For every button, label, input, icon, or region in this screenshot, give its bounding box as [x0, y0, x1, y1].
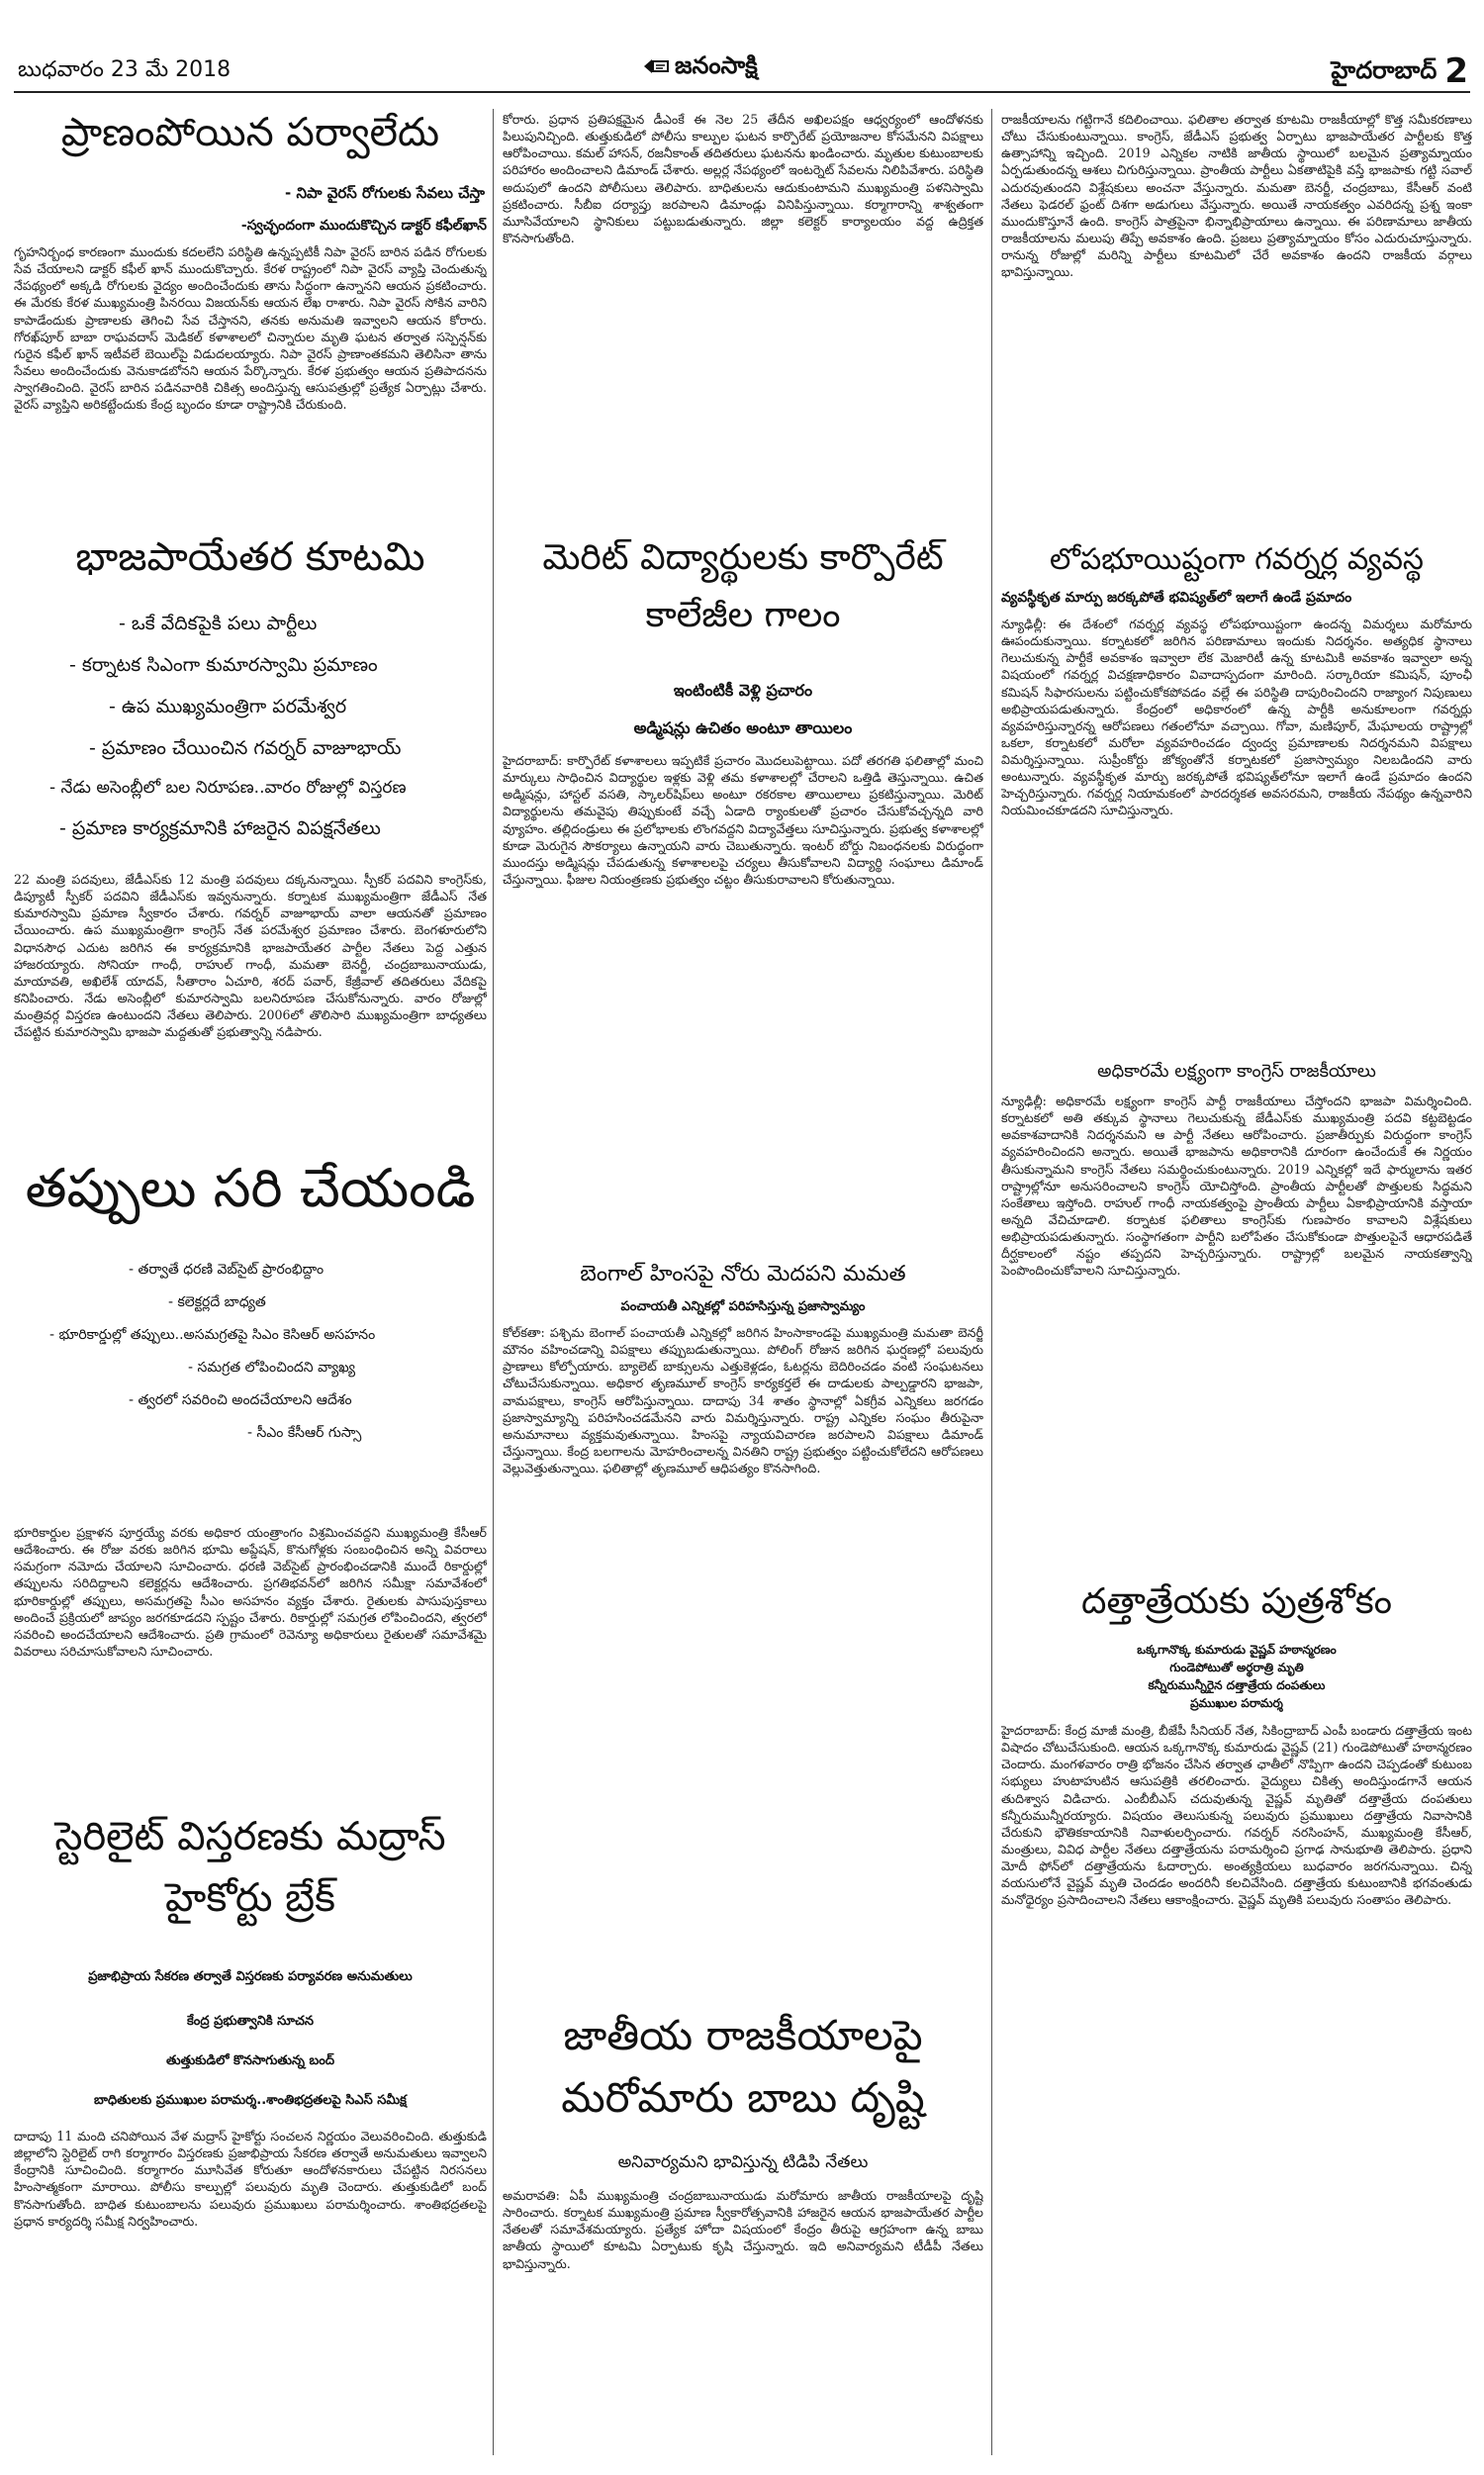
masthead-rule	[14, 91, 1470, 93]
newspaper-brand[interactable]	[643, 51, 758, 85]
article-subhead: గుండెపోటుతో అర్థరాత్రి మృతి	[1169, 1661, 1304, 1674]
page-edition	[1331, 51, 1468, 91]
article-body: హైదరాబాద్: కేంద్ర మాజీ మంత్రి, బీజేపీ సీనియర్ నేత, సికింద్రాబాద్ ఎంపీ బండారు దత్తాత్రేయ ఇంట విషాదం చోటుచేసుకుంది. ఆయన ఒక్కగానొక్క కుమారుడు వైష్ణవ్ (21) గుండెపోటుతో హఠాన్మరణం చెందారు. మంగళవారం రాత్రి భోజనం చేసిన తర్వాత ఛాతీలో నొప్పిగా ఉందని చెప్పడంతో కుటుంబ సభ్యులు హుటాహుటిన ఆసుపత్రికి తరలించారు. వైద్యులు చికిత్స అందిస్తుండగానే ఆయన తుదిశ్వాస విడిచారు. ఎంబీబీఎస్ చదువుతున్న వైష్ణవ్ మృతితో దత్తాత్రేయ దంపతులు కన్నీరుమున్నీరయ్యారు. విషయం తెలుసుకున్న పలువురు ప్రముఖులు దత్తాత్రేయ నివాసానికి చేరుకుని భౌతికకాయానికి నివాళులర్పించారు. గవర్నర్ నరసింహన్, ముఖ్యమంత్రి కేసీఆర్, మంత్రులు, వివిధ పార్టీల నేతలు దత్తాత్రేయను పరామర్శించి ప్రగాఢ సానుభూతి తెలిపారు. ప్రధాని మోదీ ఫోన్‌లో దత్తాత్రేయను ఓదార్చారు. అంత్యక్రియలు బుధవారం జరగనున్నాయి. చిన్న వయసులోనే వైష్ణవ్ మృతి చెందడం అందరినీ కలచివేసింది. దత్తాత్రేయ కుటుంబానికి భగవంతుడు మనోధైర్యం ప్రసాదించాలని నేతలు ఆకాంక్షించారు. వైష్ణవ్ మృతికి పలువురు సంతాపం తెలిపారు.	[1001, 1723, 1472, 1908]
article-subhead: ప్రజాభిప్రాయ సేకరణ తర్వాతే విస్తరణకు పర్యావరణ అనుమతులు	[88, 1969, 413, 1984]
highlight-item: - ఉప ముఖ్యమంత్రిగా పరమేశ్వర	[109, 695, 347, 717]
article-headline: జాతీయ రాజకీయాలపై మరోమారు బాబు దృష్టి	[561, 2011, 925, 2122]
issue-date: బుధవారం 23 మే 2018	[18, 57, 232, 82]
article-byline: -స్వచ్ఛందంగా ముందుకొచ్చిన డాక్టర్ కఫీల్‌ఖాన్	[240, 218, 487, 234]
article-subhead: వ్యవస్థీకృత మార్పు జరక్కపోతే భవిష్యత్‌లో ఇలాగే ఉండే ప్రమాదం	[1001, 590, 1352, 606]
brand-logo-icon	[643, 56, 669, 76]
article-highlights	[30, 1262, 493, 1459]
article-headline: లోపభూయిష్టంగా గవర్నర్ల వ్యవస్థ	[1050, 542, 1424, 577]
page-number: 2	[1444, 51, 1468, 91]
highlight-item: - తర్వాతే ధరణి వెబ్‌సైట్ ప్రారంభిద్దాం	[129, 1262, 325, 1278]
article-body: న్యూఢిల్లీ: ఈ దేశంలో గవర్నర్ల వ్యవస్థ లోపభూయిష్టంగా ఉందన్న విమర్శలు మరోమారు ఊపందుకున్నాయి. కర్నాటకలో జరిగిన పరిణామాలు ఇందుకు నిదర్శనం. అత్యధిక స్థానాలు గెలుచుకున్న పార్టీకే అవకాశం ఇవ్వాలా లేక మెజారిటీ ఉన్న కూటమికి అవకాశం ఇవ్వాలా అన్న విషయంలో గవర్నర్ల విచక్షణాధికారం వివాదాస్పదంగా మారింది. సర్కారియా కమిషన్, పూంఛీ కమిషన్ సిఫారసులను పట్టించుకోకపోవడం వల్లే ఈ పరిస్థితి దాపురించిందని రాజ్యాంగ నిపుణులు అభిప్రాయపడుతున్నారు. కేంద్రంలో అధికారంలో ఉన్న పార్టీకి అనుకూలంగా గవర్నర్లు వ్యవహరిస్తున్నారన్న ఆరోపణలు గతంలోనూ వచ్చాయి. గోవా, మణిపూర్, మేఘాలయ రాష్ట్రాల్లో ఒకలా, కర్నాటకలో మరోలా వ్యవహరించడం ద్వంద్వ ప్రమాణాలకు నిదర్శనమని విపక్షాలు విమర్శిస్తున్నాయి. సుప్రీంకోర్టు జోక్యంతోనే కర్నాటకలో ప్రజాస్వామ్యం నిలబడిందని వారు అంటున్నారు. వ్యవస్థీకృత మార్పు జరక్కపోతే భవిష్యత్‌లోనూ ఇలాగే ఉండే ప్రమాదం ఉందని హెచ్చరిస్తున్నారు. గవర్నర్ల నియామకంలో పారదర్శకత అవసరమని, రాజకీయ నేపథ్యం ఉన్నవారిని నియమించకూడదని సూచిస్తున్నారు.	[1001, 617, 1472, 818]
highlight-item: - కర్నాటక సిఎంగా కుమారస్వామి ప్రమాణం	[69, 653, 378, 676]
highlight-item: - సమగ్రత లోపించిందని వ్యాఖ్య	[188, 1360, 355, 1377]
article-continuation: రాజకీయాలను గట్టిగానే కదిలించాయి. ఫలితాల తర్వాత కూటమి రాజకీయాల్లో కొత్త సమీకరణాలు చోటు చేసుకుంటున్నాయి. కాంగ్రెస్, జేడీఎస్ ప్రభుత్వ ఏర్పాటు భాజపాయేతర పార్టీలకు కొత్త ఉత్సాహాన్ని ఇచ్చింది. 2019 ఎన్నికల నాటికి జాతీయ స్థాయిలో బలమైన ప్రత్యామ్నాయం ఏర్పడుతుందన్న ఆశలు చిగురిస్తున్నాయి. ప్రాంతీయ పార్టీలు ఏకతాటిపైకి వస్తే భాజపాకు గట్టి సవాల్ ఎదురవుతుందని విశ్లేషకులు అంచనా వేస్తున్నారు. మమతా బెనర్జీ, చంద్రబాబు, కేసీఆర్ వంటి నేతలు ఫెడరల్ ఫ్రంట్ దిశగా అడుగులు వేస్తున్నారు. అయితే నాయకత్వం ఎవరిదన్న ప్రశ్న ఇంకా ముందుకొస్తూనే ఉంది. కాంగ్రెస్ పాత్రపైనా భిన్నాభిప్రాయాలు ఉన్నాయి. ఈ పరిణామాలు జాతీయ రాజకీయాలను మలుపు తిప్పే అవకాశం ఉంది. ప్రజలు ప్రత్యామ్నాయం కోసం ఎదురుచూస్తున్నారు. రానున్న రోజుల్లో మరిన్ని పార్టీలు కూటమిలో చేరే అవకాశం ఉందని రాజకీయ వర్గాలు భావిస్తున్నాయి.	[1001, 112, 1472, 280]
article-highlights	[49, 614, 493, 850]
article-body: గృహనిర్బంధ కారణంగా ముందుకు కదలలేని పరిస్థితి ఉన్నప్పటికీ నిపా వైరస్ బారిన పడిన రోగులకు సేవ చేయాలని డాక్టర్ కఫీల్ ఖాన్ ముందుకొచ్చారు. కేరళ రాష్ట్రంలో నిపా వైరస్ వ్యాప్తి చెందుతున్న నేపథ్యంలో అక్కడి రోగులకు వైద్యం అందించేందుకు తాను సిద్ధంగా ఉన్నానని ఆయన ప్రకటించారు. ఈ మేరకు కేరళ ముఖ్యమంత్రి పినరయి విజయన్‌కు ఆయన లేఖ రాశారు. నిపా వైరస్ సోకిన వారిని కాపాడేందుకు ప్రాణాలకు తెగించి సేవ చేస్తానని, తనకు అనుమతి ఇవ్వాలని ఆయన కోరారు. గోరఖ్‌పూర్ బాబా రాఘవదాస్ మెడికల్ కళాశాలలో చిన్నారుల మృతి ఘటన తర్వాత సస్పెన్షన్‌కు గురైన కఫీల్ ఖాన్ ఇటీవలే బెయిల్‌పై విడుదలయ్యారు. నిపా వైరస్ ప్రాణాంతకమని తెలిసినా తాను సేవలు అందించేందుకు వెనుకాడబోనని ఆయన పేర్కొన్నారు. కేరళ ప్రభుత్వం ఆయన ప్రతిపాదనను స్వాగతించింది. వైరస్ బారిన పడినవారికి చికిత్స అందిస్తున్న ఆసుపత్రుల్లో ప్రత్యేక ఏర్పాట్లు చేశారు. వైరస్ వ్యాప్తిని అరికట్టేందుకు కేంద్ర బృందం కూడా రాష్ట్రానికి చేరుకుంది.	[14, 244, 487, 413]
article-headline: బెంగాల్ హింసపై నోరు మెదపని మమత	[580, 1262, 906, 1286]
edition-city: హైదరాబాద్	[1331, 56, 1438, 84]
article-subhead: పంచాయతీ ఎన్నికల్లో పరిహసిస్తున్న ప్రజాస్వామ్యం	[620, 1299, 866, 1314]
article-body: కోల్‌కతా: పశ్చిమ బెంగాల్ పంచాయతీ ఎన్నికల్లో జరిగిన హింసాకాండపై ముఖ్యమంత్రి మమతా బెనర్జీ మౌనం వహించడాన్ని విపక్షాలు తప్పుబడుతున్నాయి. పోలింగ్ రోజున జరిగిన ఘర్షణల్లో పలువురు ప్రాణాలు కోల్పోయారు. బ్యాలెట్ బాక్సులను ఎత్తుకెళ్లడం, ఓటర్లను బెదిరించడం వంటి సంఘటనలు చోటుచేసుకున్నాయి. అధికార తృణమూల్ కాంగ్రెస్ కార్యకర్తలే ఈ దాడులకు పాల్పడ్డారని భాజపా, వామపక్షాలు, కాంగ్రెస్ ఆరోపిస్తున్నాయి. దాదాపు 34 శాతం స్థానాల్లో ఏకగ్రీవ ఎన్నికలు జరగడం ప్రజాస్వామ్యాన్ని పరిహసించడమేనని వారు విమర్శిస్తున్నారు. రాష్ట్ర ఎన్నికల సంఘం తీరుపైనా అనుమానాలు వ్యక్తమవుతున్నాయి. హింసపై న్యాయవిచారణ జరపాలని విపక్షాలు డిమాండ్ చేస్తున్నాయి. కేంద్ర బలగాలను మోహరించాలన్న వినతిని రాష్ట్ర ప్రభుత్వం పట్టించుకోలేదని ఆరోపణలు వెల్లువెత్తుతున్నాయి. ఫలితాల్లో తృణమూల్ ఆధిపత్యం కొనసాగింది.	[503, 1325, 983, 1475]
highlight-item: - ఒకే వేదికపైకి పలు పార్టీలు	[119, 613, 318, 634]
article-body: భూరికార్డుల ప్రక్షాళన పూర్తయ్యే వరకు అధికార యంత్రాంగం విశ్రమించవద్దని ముఖ్యమంత్రి కేసీఆర్ ఆదేశించారు. ఈ రోజు వరకు జరిగిన భూమి అప్డేషన్, కొనుగోళ్లకు సంబంధించిన అన్ని వివరాలు సమగ్రంగా నమోదు చేయాలని సూచించారు. ధరణి వెబ్‌సైట్ ప్రారంభించడానికి ముందే రికార్డుల్లో తప్పులను సరిదిద్దాలని కలెక్టర్లను ఆదేశించారు. ప్రగతిభవన్‌లో జరిగిన సమీక్షా సమావేశంలో భూరికార్డుల్లో తప్పులు, అసమగ్రతపై సీఎం అసహనం వ్యక్తం చేశారు. రైతులకు పాసుపుస్తకాలు అందించే ప్రక్రియలో జాప్యం జరగకూడదని స్పష్టం చేశారు. రికార్డుల్లో సమగ్రత లోపించిందని, త్వరలో సవరించి అందచేయాలని ఆదేశించారు. ప్రతి గ్రామంలో రెవెన్యూ అధికారులు రైతులతో సమావేశమై వివరాలు సరిచూసుకోవాలని సూచించారు.	[14, 1525, 487, 1659]
article-headline: అధికారమే లక్ష్యంగా కాంగ్రెస్ రాజకీయాలు	[1097, 1061, 1376, 1082]
article-subhead: ఇంటింటికీ వెళ్లి ప్రచారం	[673, 681, 813, 700]
article-subhead: ఒక్కగానొక్క కుమారుడు వైష్ణవ్ హఠాన్మరణం	[1137, 1643, 1337, 1657]
column-divider	[991, 109, 992, 2455]
article-continuation: కోరారు. ప్రధాన ప్రతిపక్షమైన డీఎంకే ఈ నెల 25 తేదీన అఖిలపక్షం ఆధ్వర్యంలో ఆందోళనకు పిలుపునిచ్చింది. తుత్తుకుడిలో పోలీసు కాల్పుల ఘటన కార్పొరేట్ ప్రయోజనాల కోసమేనని విపక్షాలు ఆరోపించాయి. కమల్ హాసన్, రజనీకాంత్ తదితరులు ఘటనను ఖండించారు. మృతుల కుటుంబాలకు పరిహారం అందించాలని డిమాండ్ చేశారు. అల్లర్ల నేపథ్యంలో ఇంటర్నెట్ సేవలను నిలిపివేశారు. పరిస్థితి అదుపులో ఉందని పోలీసులు తెలిపారు. బాధితులను ఆదుకుంటామని ముఖ్యమంత్రి పళనిస్వామి ప్రకటించారు. సీబీఐ దర్యాప్తు జరపాలని డిమాండ్లు వినిపిస్తున్నాయి. కర్మాగారాన్ని శాశ్వతంగా మూసివేయాలని స్థానికులు పట్టుబడుతున్నారు. జిల్లా కలెక్టర్ కార్యాలయం వద్ద ఉద్రిక్తత కొనసాగుతోంది.	[503, 112, 983, 245]
article-body: 22 మంత్రి పదవులు, జేడీఎస్‌కు 12 మంత్రి పదవులు దక్కనున్నాయి. స్పీకర్ పదవిని కాంగ్రెస్‌కు, డిప్యూటీ స్పీకర్ పదవిని జేడీఎస్‌కు ఇవ్వనున్నారు. కర్నాటక ముఖ్యమంత్రిగా జేడీఎస్ నేత కుమారస్వామి ప్రమాణ స్వీకారం చేశారు. గవర్నర్ వాజూభాయ్ వాలా ఆయనతో ప్రమాణం చేయించారు. ఉప ముఖ్యమంత్రిగా కాంగ్రెస్ నేత పరమేశ్వర ప్రమాణం చేశారు. బెంగళూరులోని విధానసౌధ ఎదుట జరిగిన ఈ కార్యక్రమానికి భాజపాయేతర పార్టీల నేతలు పెద్ద ఎత్తున హాజరయ్యారు. సోనియా గాంధీ, రాహుల్ గాంధీ, మమతా బెనర్జీ, చంద్రబాబునాయుడు, మాయావతి, అఖిలేశ్ యాదవ్, సీతారాం ఏచూరి, శరద్ పవార్, కేజ్రీవాల్ తదితరులు వేదికపై కనిపించారు. నేడు అసెంబ్లీలో కుమారస్వామి బలనిరూపణ చేసుకోనున్నారు. వారం రోజుల్లో మంత్రివర్గ విస్తరణ ఉంటుందని నేతలు తెలిపారు. 2006లో తొలిసారి ముఖ్యమంత్రిగా బాధ్యతలు చేపట్టిన కుమారస్వామి భాజపా మద్దతుతో ప్రభుత్వాన్ని నడిపారు.	[14, 872, 487, 1040]
highlight-item: - కలెక్టర్లదే బాధ్యత	[168, 1294, 266, 1311]
article-subhead: కన్నీరుమున్నీరైన దత్తాత్రేయ దంపతులు	[1148, 1678, 1326, 1692]
article-body: దాదాపు 11 మంది చనిపోయిన వేళ మద్రాస్ హైకోర్టు సంచలన నిర్ణయం వెలువరించింది. తుత్తుకుడి జిల్లాలోని స్టెరిలైట్ రాగి కర్మాగారం విస్తరణకు ప్రజాభిప్రాయ సేకరణ తర్వాతే అనుమతులు ఇవ్వాలని కేంద్రానికి సూచించింది. కర్మాగారం మూసివేత కోరుతూ ఆందోళనకారులు చేపట్టిన నిరసనలు హింసాత్మకంగా మారాయి. పోలీసు కాల్పుల్లో పలువురు మృతి చెందారు. తుత్తుకుడిలో బంద్ కొనసాగుతోంది. బాధిత కుటుంబాలను పలువురు ప్రముఖులు పరామర్శించారు. శాంతిభద్రతలపై ప్రధాన కార్యదర్శి సమీక్ష నిర్వహించారు.	[14, 2129, 487, 2229]
brand-name: జనంసాక్షి	[675, 51, 758, 79]
article-body: న్యూఢిల్లీ: అధికారమే లక్ష్యంగా కాంగ్రెస్ పార్టీ రాజకీయాలు చేస్తోందని భాజపా విమర్శించింది. కర్నాటకలో అతి తక్కువ స్థానాలు గెలుచుకున్న జేడీఎస్‌కు ముఖ్యమంత్రి పదవి కట్టబెట్టడం అవకాశవాదానికి నిదర్శనమని ఆ పార్టీ నేతలు ఆరోపించారు. ప్రజాతీర్పుకు విరుద్ధంగా కాంగ్రెస్ వ్యవహరించిందని అన్నారు. అయితే భాజపాను అధికారానికి దూరంగా ఉంచేందుకే ఈ నిర్ణయం తీసుకున్నామని కాంగ్రెస్ నేతలు సమర్థించుకుంటున్నారు. 2019 ఎన్నికల్లో ఇదే ఫార్ములాను ఇతర రాష్ట్రాల్లోనూ అనుసరించాలని కాంగ్రెస్ యోచిస్తోంది. ప్రాంతీయ పార్టీలతో పొత్తులకు సిద్ధమని సంకేతాలు ఇస్తోంది. రాహుల్ గాంధీ నాయకత్వంపై ప్రాంతీయ పార్టీలు ఏకాభిప్రాయానికి వస్తాయా అన్నది వేచిచూడాలి. కర్నాటక ఫలితాలు కాంగ్రెస్‌కు గుణపాఠం కావాలని విశ్లేషకులు అభిప్రాయపడుతున్నారు. సంస్థాగతంగా పార్టీని బలోపేతం చేసుకోకుండా పొత్తులపైనే ఆధారపడితే దీర్ఘకాలంలో నష్టం తప్పదని హెచ్చరిస్తున్నారు. రాష్ట్రాల్లో బలమైన నాయకత్వాన్ని పెంపొందించుకోవాలని సూచిస్తున్నారు.	[1001, 1094, 1472, 1279]
column-divider	[493, 109, 494, 2455]
article-headline: దత్తాత్రేయకు పుత్రశోకం	[1081, 1581, 1392, 1622]
article-body: హైదరాబాద్: కార్పొరేట్ కళాశాలలు ఇప్పటికే ప్రచారం మొదలుపెట్టాయి. పదో తరగతి ఫలితాల్లో మంచి మార్కులు సాధించిన విద్యార్థుల ఇళ్లకు వెళ్లి తమ కళాశాలల్లో చేరాలని ఒత్తిడి తెస్తున్నాయి. ఉచిత అడ్మిషన్లు, హాస్టల్ వసతి, స్కాలర్‌షిప్‌లు అంటూ రకరకాల తాయిలాలు ప్రకటిస్తున్నాయి. మెరిట్ విద్యార్థులను తమవైపు తిప్పుకుంటే వచ్చే ఏడాది ర్యాంకులతో ప్రచారం చేసుకోవచ్చన్నది వారి వ్యూహం. తల్లిదండ్రులు ఈ ప్రలోభాలకు లొంగవద్దని విద్యావేత్తలు సూచిస్తున్నారు. ప్రభుత్వ కళాశాలల్లో కూడా మెరుగైన సౌకర్యాలు ఉన్నాయని వారు చెబుతున్నారు. ఇంటర్ బోర్డు నిబంధనలకు విరుద్ధంగా ముందస్తు అడ్మిషన్లు చేపడుతున్న కళాశాలలపై చర్యలు తీసుకోవాలని విద్యార్థి సంఘాలు డిమాండ్ చేస్తున్నాయి. ఫీజుల నియంత్రణకు ప్రభుత్వం చట్టం తీసుకురావాలని కోరుతున్నాయి.	[503, 753, 983, 887]
article-headline: భాజపాయేతర కూటమి	[75, 534, 425, 580]
article-body: అమరావతి: ఏపీ ముఖ్యమంత్రి చంద్రబాబునాయుడు మరోమారు జాతీయ రాజకీయాలపై దృష్టి సారించారు. కర్నాటక ముఖ్యమంత్రి ప్రమాణ స్వీకారోత్సవానికి హాజరైన ఆయన భాజపాయేతర పార్టీల నేతలతో సమావేశమయ్యారు. ప్రత్యేక హోదా విషయంలో కేంద్రం తీరుపై ఆగ్రహంగా ఉన్న బాబు జాతీయ స్థాయిలో కూటమి ఏర్పాటుకు కృషి చేస్తున్నారు. ఇది అనివార్యమని టీడీపీ నేతలు భావిస్తున్నారు.	[503, 2188, 983, 2271]
article-headline: మెరిట్ విద్యార్థులకు కార్పొరేట్ కాలేజీల గాలం	[542, 537, 944, 635]
article-subhead: అనివార్యమని భావిస్తున్న టిడిపి నేతలు	[617, 2152, 869, 2172]
highlight-item: - ప్రమాణం చేయించిన గవర్నర్ వాజూభాయ్	[89, 736, 402, 759]
highlight-item: - సీఎం కేసీఆర్ గుస్సా	[247, 1425, 362, 1442]
article-headline: ప్రాణంపోయిన పర్వాలేదు	[60, 110, 440, 155]
highlight-item: - ప్రమాణ కార్యక్రమానికి హాజరైన విపక్షనేతలు	[59, 816, 381, 839]
article-subhead: అడ్మిషన్లు ఉచితం అంటూ తాయిలం	[633, 718, 853, 737]
article-headline: తప్పులు సరి చేయండి	[25, 1157, 476, 1219]
article-headline: స్టెరిలైట్ విస్తరణకు మద్రాస్ హైకోర్టు బ్రేక్	[54, 1814, 446, 1921]
article-quote: - నిపా వైరస్ రోగులకు సేవలు చేస్తా	[285, 184, 485, 202]
highlight-item: - నేడు అసెంబ్లీలో బల నిరూపణ..వారం రోజుల్లో విస్తరణ	[49, 778, 407, 799]
highlight-item: - భూరికార్డుల్లో తప్పులు..అసమగ్రతపై సిఎం కెసిఆర్ అసహనం	[49, 1327, 376, 1344]
highlight-item: - త్వరలో సవరించి అందచేయాలని ఆదేశం	[129, 1392, 352, 1409]
article-subhead: బాధితులకు ప్రముఖుల పరామర్శ..శాంతిభద్రతలపై సిఎస్ సమీక్ష	[94, 2093, 407, 2108]
article-subhead: ప్రముఖుల పరామర్శ	[1190, 1696, 1283, 1710]
article-subhead: తుత్తుకుడిలో కొనసాగుతున్న బంద్	[166, 2053, 334, 2068]
article-subhead: కేంద్ర ప్రభుత్వానికి సూచన	[187, 2014, 314, 2029]
